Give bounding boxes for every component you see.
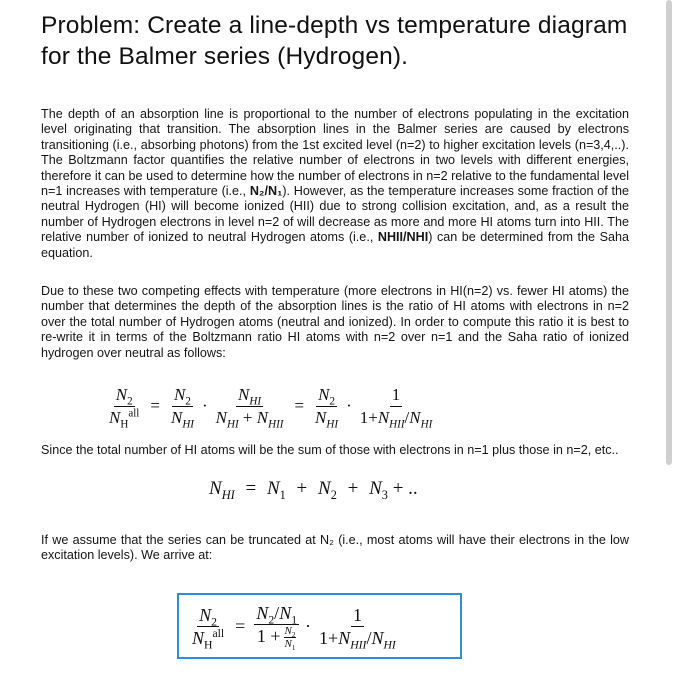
eq1-fraction-1: $\frac{N_2}{N_{HI}}$ (170, 384, 194, 430)
paragraph-total-hi: Since the total number of HI atoms will be the sum of those with electrons in n=1 plus those in n=2, etc.. (41, 443, 619, 457)
eq1-equals: = (150, 396, 160, 415)
eq1-dot-2: · (346, 396, 352, 415)
eq1-fraction-2: $\frac{N_{HI}}{N_{HI} + N_{HII}}$ (215, 384, 284, 430)
equation-total-hi-sum: $N_{HI} = N_1 + N_2 + N_3$ + .. (209, 478, 418, 502)
saha-ratio-bold: NHII/NHI (377, 230, 429, 245)
eq1-dot-1: · (201, 396, 208, 415)
paragraph-truncation: If we assume that the series can be truncated at N₂ (i.e., most atoms will have their electrons in the low excitation levels). We arrive at: (41, 533, 629, 563)
problem-title: Problem: Create a line-depth vs temperature diagram for the Balmer series (Hydrogen). (41, 12, 628, 70)
scrollbar-thumb[interactable] (666, 0, 672, 465)
eq3-dot: · (305, 615, 312, 636)
intro-text-part-1: The depth of an absorption line is proportional to the number of electrons populating in the excitation level originating that transition. The absorption lines in the Balmer series are caused by electrons transitioning (i.e., absorbing photons) from the 1st excited level (n=2) to higher excitation levels (n=3,4,..). The Boltzmann factor quantifies the relative number of electrons in two levels with different energies, therefore it can be used to determine how the number of electrons in n=2 relative to the fundamental level n=1 increases with temperature (i.e., (41, 107, 629, 199)
eq1-fraction-3: $\frac{N_2}{N_{HI}}$ (315, 384, 339, 430)
eq3-inner-ratio: $\frac{N_2}{N_1}$ (284, 625, 296, 653)
paragraph-intro (41, 107, 629, 261)
eq3-fraction-2: $\frac{1}{1+N_{HII}/N_{HI}}$ (319, 604, 396, 652)
paragraph-competing-effects: Due to these two competing effects with temperature (more electrons in HI(n=2) vs. fewer HI atoms) the number that determines the depth of the absorption lines is the ratio of HI atoms with electrons in n=2 over the total number of Hydrogen atoms (neutral and ionized). In order to compute this ratio it is best to re-write it in terms of the Boltzmann ratio HI atoms with n=2 over n=1 and the Saha ratio of ionized hydrogen over neutral as follows: (41, 284, 629, 360)
eq1-equals-2: = (294, 396, 305, 415)
boxed-final-equation (177, 593, 462, 659)
eq3-equals: = (235, 615, 246, 636)
intro-text-part-2: ). However, as the temperature increases some fraction of the neutral Hydrogen (HI) will become ionized (HII) due to strong collision excitation, and, as a result the number of Hydrogen electrons in level n=2 of will decrease as more and more HI atoms turn into HII. The relative number of ionized to neutral Hydrogen atoms (i.e., (41, 184, 629, 245)
eq3-fraction-1: $N_2/N_1$ 1 + $\frac{N_2}{N_1}$ (256, 602, 298, 653)
eq3-lhs-fraction: $\frac{N_2}{N_H^{all}}$ (192, 604, 225, 652)
intro-text-part-3: ) can be determined from the Saha equation. (41, 230, 629, 260)
eq1-lhs-fraction: $\frac{N_2}{N_H^{all}}$ (109, 384, 140, 430)
boltzmann-ratio-bold: N₂/N₁ (249, 184, 283, 199)
equation-ratio-decomposition (104, 376, 437, 436)
eq1-fraction-4: $\frac{1}{1+N_{HII}/N_{HI}}$ (359, 384, 433, 430)
